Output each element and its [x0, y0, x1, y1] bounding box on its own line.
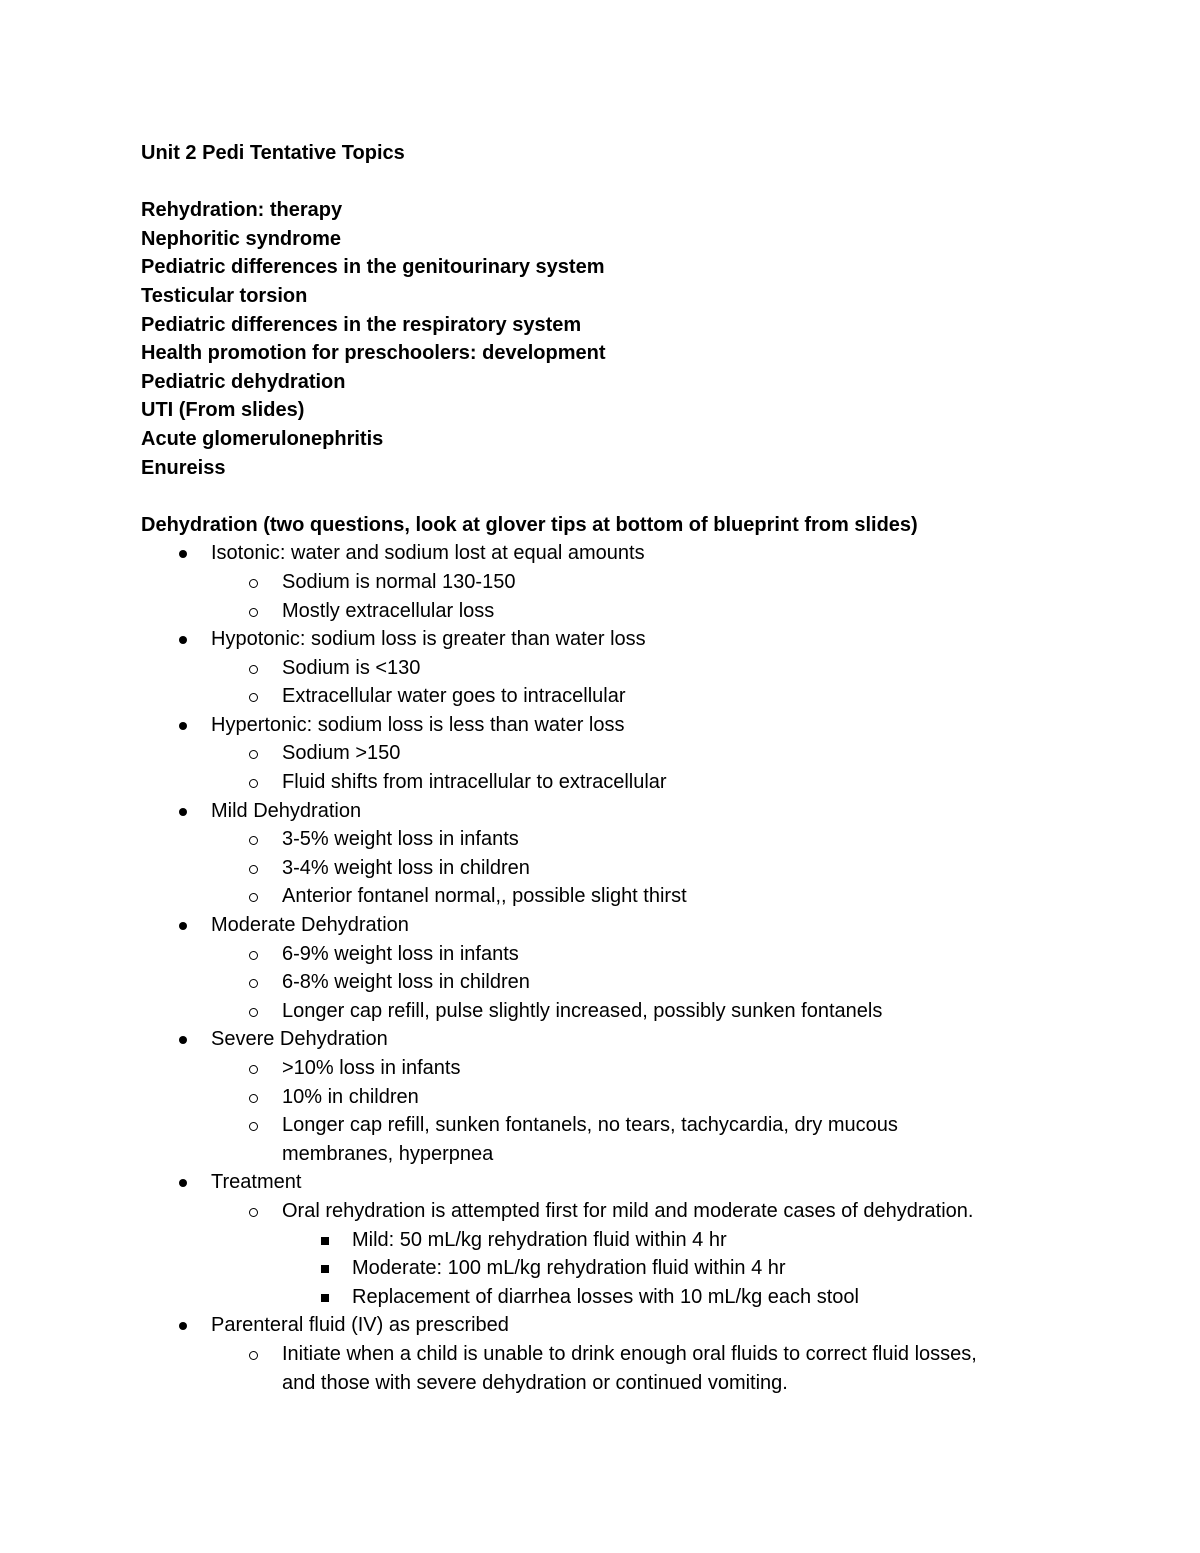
topic-item: Nephoritic syndrome [141, 227, 342, 250]
square-bullet-icon [321, 1237, 329, 1245]
circle-bullet-icon [249, 1008, 258, 1017]
circle-bullet-icon [249, 1122, 258, 1131]
circle-bullet-icon [249, 865, 258, 874]
circle-bullet-icon [249, 1065, 258, 1074]
disc-bullet-icon [179, 550, 187, 558]
sub-list-item: 6-8% weight loss in children [141, 968, 1101, 997]
list-item-hypertonic: Hypertonic: sodium loss is less than water loss [141, 711, 1101, 740]
list-item-hypotonic: Hypotonic: sodium loss is greater than water loss [141, 625, 1101, 654]
topic-item: Pediatric dehydration [141, 370, 346, 393]
circle-bullet-icon [249, 579, 258, 588]
sub-list-item: >10% loss in infants [141, 1054, 1101, 1083]
sub-list-item: Mostly extracellular loss [141, 597, 1101, 626]
sub-sub-list-item: Moderate: 100 mL/kg rehydration fluid within 4 hr [141, 1254, 1101, 1283]
dehydration-heading: Dehydration (two questions, look at glover tips at bottom of blueprint from slides) [141, 513, 918, 536]
topic-item: Pediatric differences in the respiratory system [141, 313, 582, 336]
sub-list-item: Longer cap refill, pulse slightly increased, possibly sunken fontanels [141, 997, 1101, 1026]
circle-bullet-icon [249, 836, 258, 845]
sub-list-item: Anterior fontanel normal,, possible slight thirst [141, 882, 1101, 911]
circle-bullet-icon [249, 750, 258, 759]
sub-list-item: Longer cap refill, sunken fontanels, no tears, tachycardia, dry mucous membranes, hyperpnea [141, 1111, 1101, 1168]
document-content [141, 139, 1101, 1397]
circle-bullet-icon [249, 608, 258, 617]
circle-bullet-icon [249, 1094, 258, 1103]
sub-list-item: Extracellular water goes to intracellular [141, 682, 1101, 711]
spacer [141, 482, 1101, 511]
list-item-isotonic: Isotonic: water and sodium lost at equal amounts [141, 539, 1101, 568]
circle-bullet-icon [249, 1351, 258, 1360]
sub-list-item: Oral rehydration is attempted first for mild and moderate cases of dehydration. [141, 1197, 1101, 1226]
sub-sub-list-item: Mild: 50 mL/kg rehydration fluid within 4 hr [141, 1226, 1101, 1255]
circle-bullet-icon [249, 1208, 258, 1217]
disc-bullet-icon [179, 1322, 187, 1330]
square-bullet-icon [321, 1265, 329, 1273]
topic-item: Rehydration: therapy [141, 199, 343, 222]
topic-item: Enureiss [141, 456, 226, 479]
list-item-treatment: Treatment [141, 1168, 1101, 1197]
list-item-parenteral: Parenteral fluid (IV) as prescribed [141, 1311, 1101, 1340]
topic-item: Health promotion for preschoolers: development [141, 342, 606, 365]
topic-item: Pediatric differences in the genitourinary system [141, 256, 605, 279]
sub-list-item: 10% in children [141, 1083, 1101, 1112]
list-item-mild: Mild Dehydration [141, 797, 1101, 826]
circle-bullet-icon [249, 665, 258, 674]
disc-bullet-icon [179, 1036, 187, 1044]
circle-bullet-icon [249, 693, 258, 702]
disc-bullet-icon [179, 722, 187, 730]
sub-list-item: Sodium is normal 130-150 [141, 568, 1101, 597]
topic-item: Testicular torsion [141, 284, 308, 307]
disc-bullet-icon [179, 1179, 187, 1187]
disc-bullet-icon [179, 808, 187, 816]
sub-list-item: 3-4% weight loss in children [141, 854, 1101, 883]
square-bullet-icon [321, 1294, 329, 1302]
circle-bullet-icon [249, 893, 258, 902]
sub-list-item: Fluid shifts from intracellular to extracellular [141, 768, 1101, 797]
topic-item: Acute glomerulonephritis [141, 427, 384, 450]
sub-list-item: Sodium >150 [141, 739, 1101, 768]
topic-item: UTI (From slides) [141, 399, 305, 422]
spacer [141, 168, 1101, 197]
circle-bullet-icon [249, 979, 258, 988]
page-title: Unit 2 Pedi Tentative Topics [141, 142, 405, 164]
topics-list [141, 196, 1101, 482]
sub-list-item: 3-5% weight loss in infants [141, 825, 1101, 854]
sub-list-item: 6-9% weight loss in infants [141, 940, 1101, 969]
circle-bullet-icon [249, 951, 258, 960]
dehydration-list [141, 539, 1101, 1397]
disc-bullet-icon [179, 636, 187, 644]
circle-bullet-icon [249, 779, 258, 788]
sub-sub-list-item: Replacement of diarrhea losses with 10 mL/kg each stool [141, 1283, 1101, 1312]
sub-list-item: Initiate when a child is unable to drink enough oral fluids to correct fluid losses, and those with severe dehydration or continued vomiting. [141, 1340, 1101, 1397]
list-item-severe: Severe Dehydration [141, 1025, 1101, 1054]
disc-bullet-icon [179, 922, 187, 930]
list-item-moderate: Moderate Dehydration [141, 911, 1101, 940]
sub-list-item: Sodium is <130 [141, 654, 1101, 683]
